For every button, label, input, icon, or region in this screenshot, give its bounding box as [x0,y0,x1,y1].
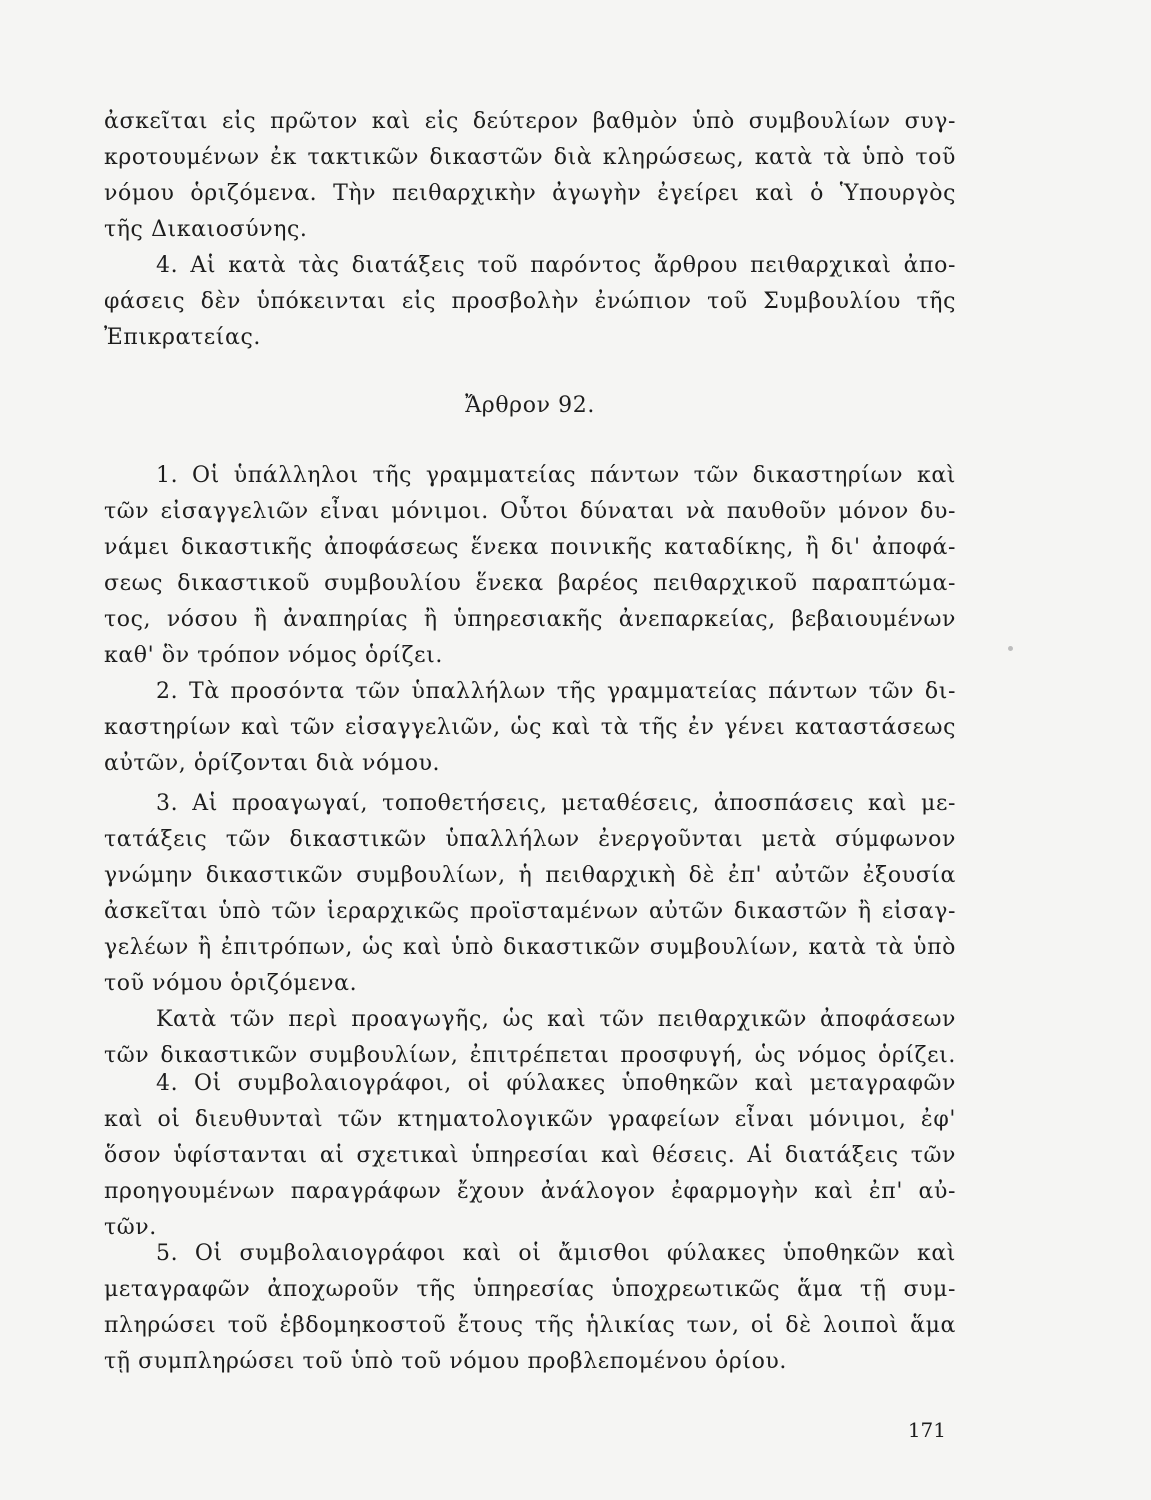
text-line: ἀσκεῖται εἰς πρῶτον καὶ εἰς δεύτερον βαθμὸν ὑπὸ συμβουλίων συγ- [104,109,956,134]
text-line: Ἐπικρατείας. [104,325,261,350]
text-line: καθ' ὃν τρόπον νόμος ὁρίζει. [104,643,443,668]
text-line: τῶν εἰσαγγελιῶν εἶναι μόνιμοι. Οὗτοι δύναται νὰ παυθοῦν μόνον δυ- [104,499,956,524]
article-92-paragraph-4 [104,1066,956,1246]
text-line: αὐτῶν, ὁρίζονται διὰ νόμου. [104,751,441,776]
article-92-paragraph-3 [104,786,956,1074]
text-line: γνώμην δικαστικῶν συμβουλίων, ἡ πειθαρχικὴ δὲ ἐπ' αὐτῶν ἐξουσία [104,863,956,888]
text-line: μεταγραφῶν ἀποχωροῦν τῆς ὑπηρεσίας ὑποχρεωτικῶς ἅμα τῇ συμ- [104,1277,956,1302]
text-line: 3. Αἱ προαγωγαί, τοποθετήσεις, μεταθέσεις, ἀποσπάσεις καὶ με- [156,791,956,816]
text-line: νάμει δικαστικῆς ἀποφάσεως ἕνεκα ποινικῆς καταδίκης, ἢ δι' ἀποφά- [104,535,956,560]
scan-speck [1008,646,1013,651]
text-line: σεως δικαστικοῦ συμβουλίου ἕνεκα βαρέος πειθαρχικοῦ παραπτώμα- [104,571,956,596]
text-line: τῶν. [104,1215,157,1240]
text-line: τῇ συμπληρώσει τοῦ ὑπὸ τοῦ νόμου προβλεπομένου ὁρίου. [104,1349,787,1374]
text-line: γελέων ἢ ἐπιτρόπων, ὡς καὶ ὑπὸ δικαστικῶν συμβουλίων, κατὰ τὰ ὑπὸ [104,935,956,960]
text-line: καὶ οἱ διευθυνταὶ τῶν κτηματολογικῶν γραφείων εἶναι μόνιμοι, ἐφ' [104,1107,956,1132]
text-line: τατάξεις τῶν δικαστικῶν ὑπαλλήλων ἐνεργοῦνται μετὰ σύμφωνον [104,827,956,852]
article-91-continuation [104,104,956,356]
text-line: φάσεις δὲν ὑπόκεινται εἰς προσβολὴν ἐνώπιον τοῦ Συμβουλίου τῆς [104,289,956,314]
text-line: 4. Οἱ συμβολαιογράφοι, οἱ φύλακες ὑποθηκῶν καὶ μεταγραφῶν [156,1071,956,1096]
text-line: 2. Τὰ προσόντα τῶν ὑπαλλήλων τῆς γραμματείας πάντων τῶν δι- [156,679,956,704]
text-line: ὅσον ὑφίστανται αἱ σχετικαὶ ὑπηρεσίαι καὶ θέσεις. Αἱ διατάξεις τῶν [104,1143,956,1168]
text-line: 5. Οἱ συμβολαιογράφοι καὶ οἱ ἄμισθοι φύλακες ὑποθηκῶν καὶ [156,1241,956,1266]
article-title: Ἄρθρον 92. [465,393,595,418]
article-92-paragraph-5 [104,1236,956,1380]
text-line: τῶν δικαστικῶν συμβουλίων, ἐπιτρέπεται προσφυγή, ὡς νόμος ὁρίζει. [104,1043,956,1068]
text-line: Κατὰ τῶν περὶ προαγωγῆς, ὡς καὶ τῶν πειθαρχικῶν ἀποφάσεων [156,1007,956,1032]
text-line: 4. Αἱ κατὰ τὰς διατάξεις τοῦ παρόντος ἄρθρου πειθαρχικαὶ ἀπο- [156,253,956,278]
text-line: προηγουμένων παραγράφων ἔχουν ἀνάλογον ἐφαρμογὴν καὶ ἐπ' αὐ- [104,1179,956,1204]
text-line: πληρώσει τοῦ ἑβδομηκοστοῦ ἔτους τῆς ἡλικίας των, οἱ δὲ λοιποὶ ἅμα [104,1313,956,1338]
text-line: νόμου ὁριζόμενα. Τὴν πειθαρχικὴν ἀγωγὴν ἐγείρει καὶ ὁ Ὑπουργὸς [104,181,956,206]
article-92-body [104,458,956,782]
text-line: καστηρίων καὶ τῶν εἰσαγγελιῶν, ὡς καὶ τὰ τῆς ἐν γένει καταστάσεως [104,715,956,740]
text-line: κροτουμένων ἐκ τακτικῶν δικαστῶν διὰ κληρώσεως, κατὰ τὰ ὑπὸ τοῦ [104,145,956,170]
text-line: ἀσκεῖται ὑπὸ τῶν ἱεραρχικῶς προϊσταμένων αὐτῶν δικαστῶν ἢ εἰσαγ- [104,899,956,924]
article-heading [104,388,1136,424]
text-line: τοῦ νόμου ὁριζόμενα. [104,971,358,996]
text-line: τῆς Δικαιοσύνης. [104,217,308,242]
text-line: τος, νόσου ἢ ἀναπηρίας ἢ ὑπηρεσιακῆς ἀνεπαρκείας, βεβαιουμένων [104,607,956,632]
page-number: 171 [907,1418,946,1442]
text-line: 1. Οἱ ὑπάλληλοι τῆς γραμματείας πάντων τῶν δικαστηρίων καὶ [156,463,956,488]
